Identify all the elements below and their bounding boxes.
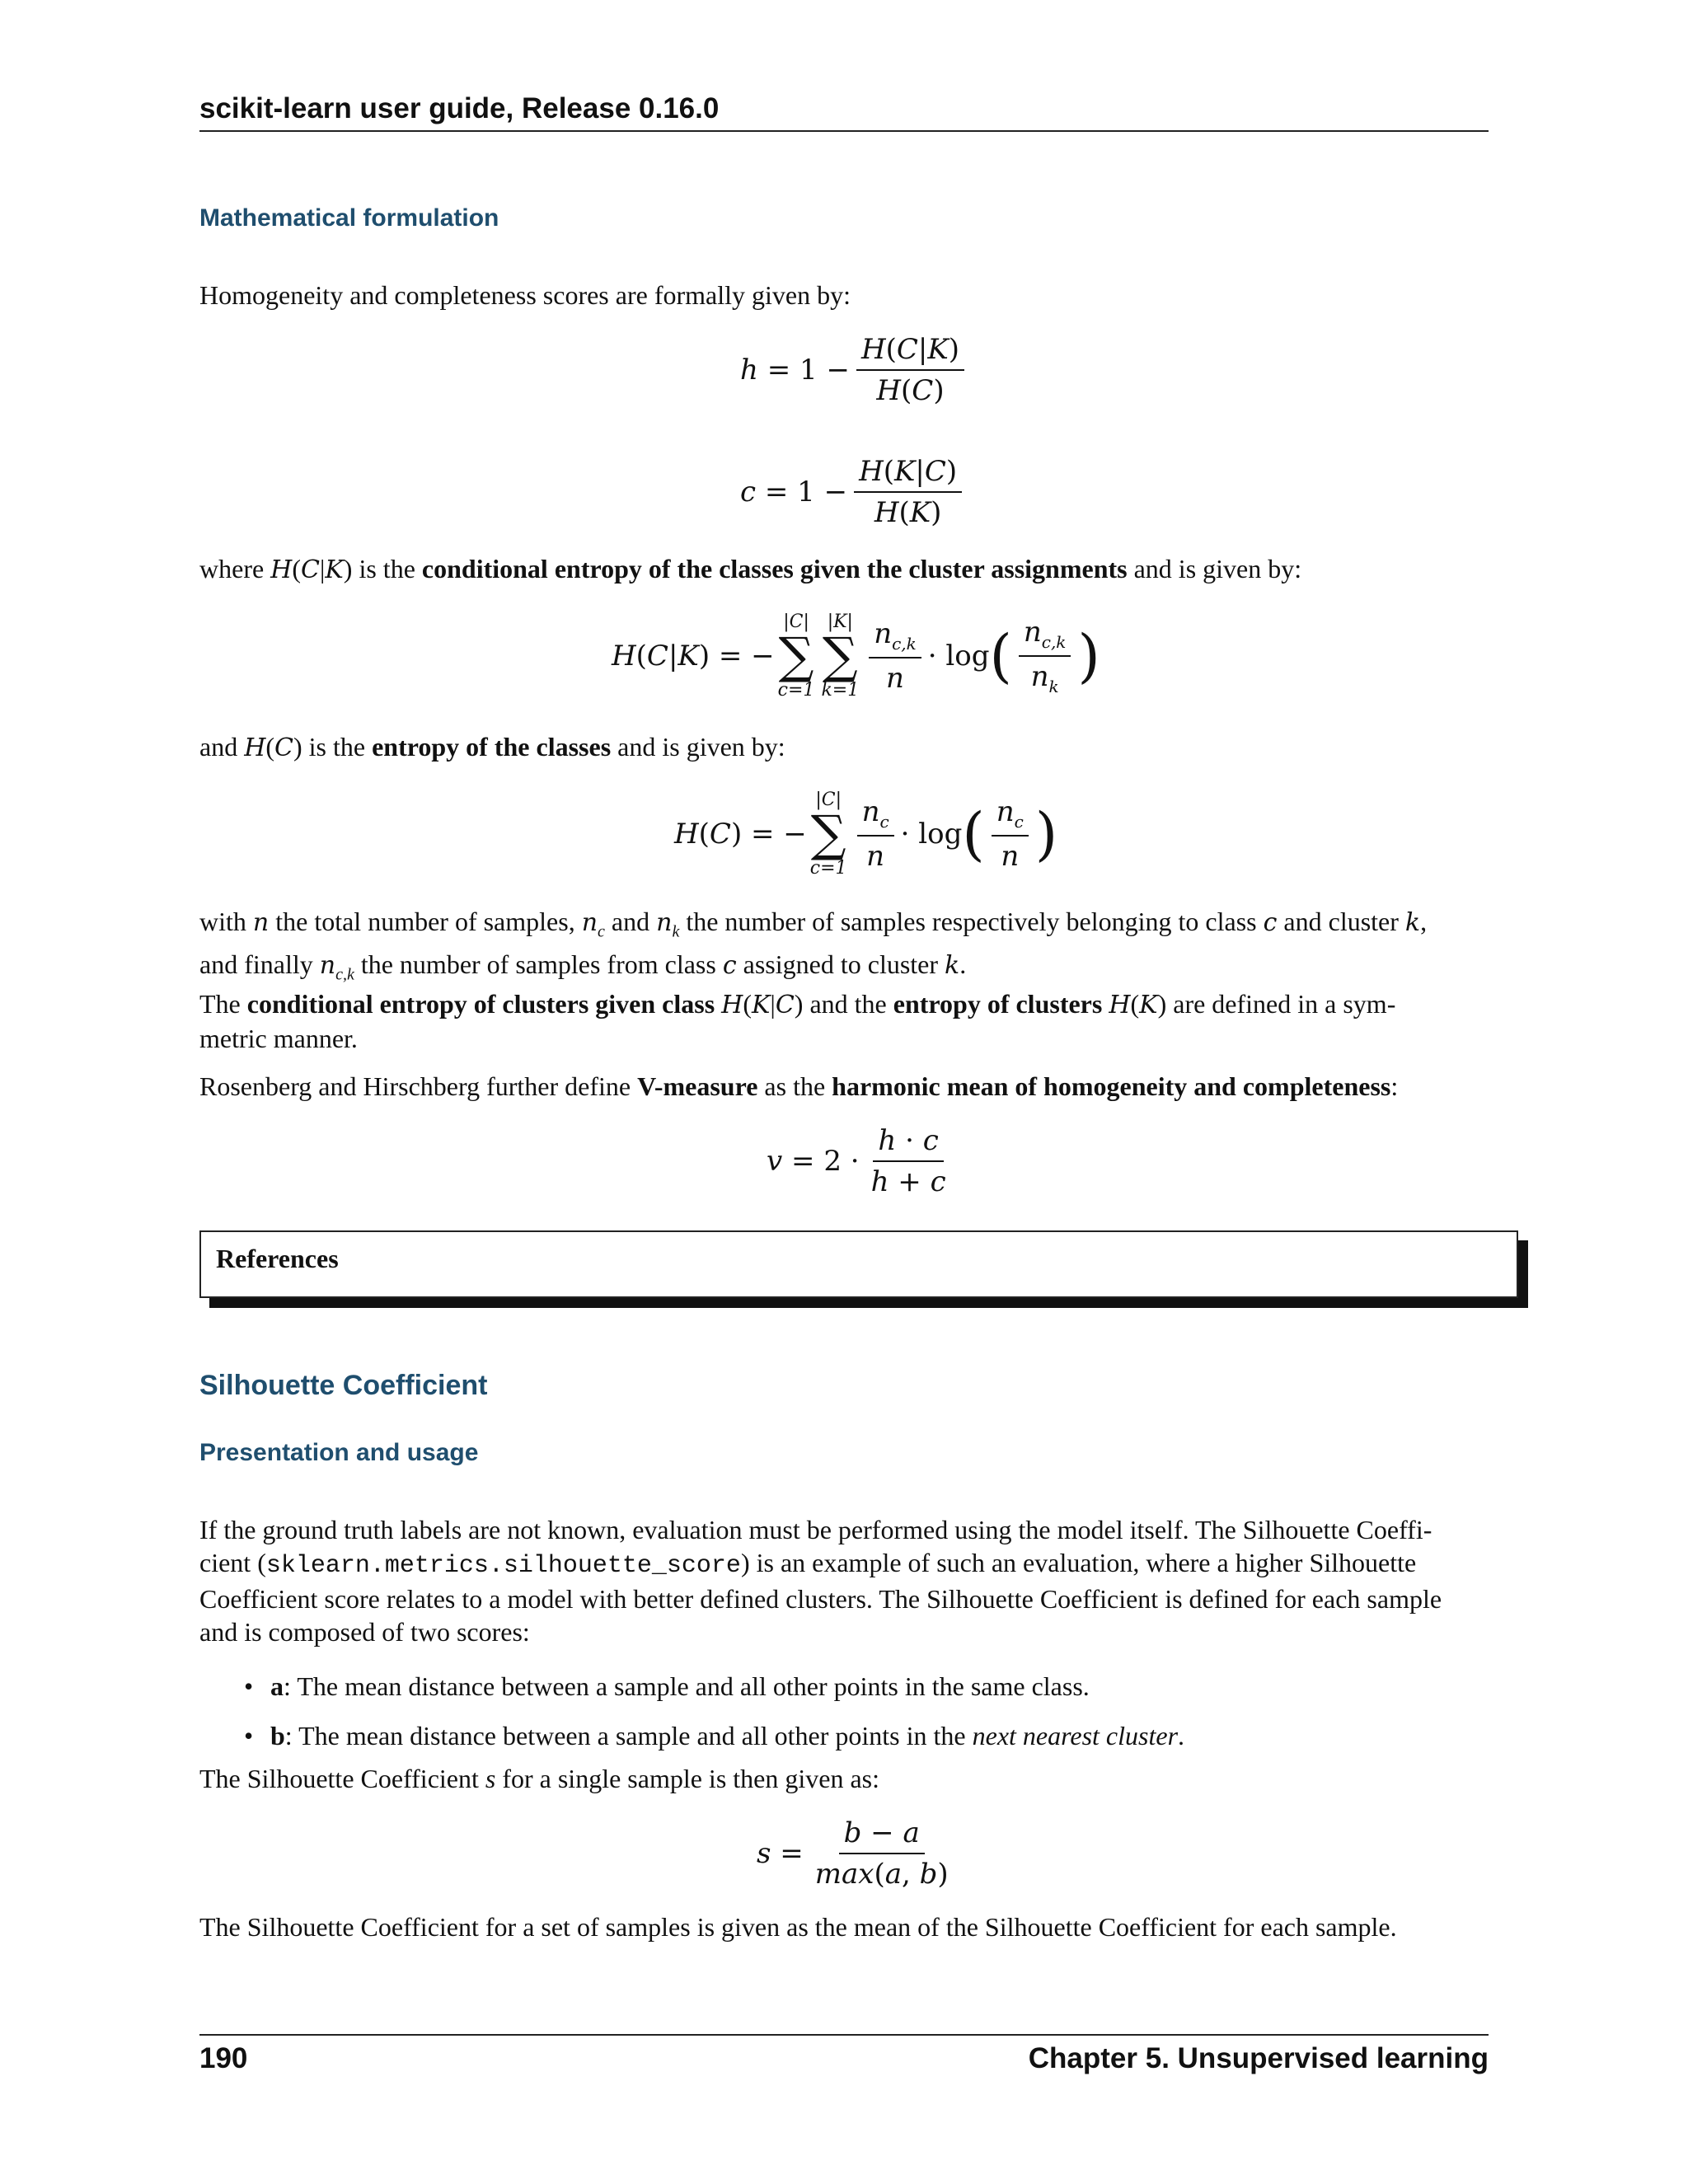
header-rule (199, 130, 1489, 132)
equation-class-entropy: H ( C ) = − |C| ∑ c=1 $\frac{n_c}{n}$ · log ( $\frac{n_c}{n}$ ) (674, 790, 1058, 879)
list-item: • a: The mean distance between a sample and all other points in the same class. (244, 1661, 1480, 1711)
equation-v-measure: v = 2 · $\frac{h \cdot c}{h + c}$ (767, 1124, 946, 1198)
references-title: References (216, 1244, 339, 1273)
s-paragraph: The Silhouette Coefficient s for a single sample is then given as: (199, 1764, 879, 1793)
section-heading-math: Mathematical formulation (199, 204, 499, 232)
cond-paragraph: The conditional entropy of clusters given class H(K|C) and the entropy of clusters H(K) are defined in a sym- metric manner. (199, 989, 1396, 1053)
subsection-heading-presentation: Presentation and usage (199, 1439, 479, 1466)
score-list (244, 1661, 1480, 1760)
section-heading-silhouette: Silhouette Coefficient (199, 1370, 488, 1401)
rosenberg-paragraph: Rosenberg and Hirschberg further define V-measure as the harmonic mean of homogeneity and completeness: (199, 1071, 1399, 1101)
equation-conditional-entropy: H ( C | K ) = − |C| ∑ c=1 |K| ∑ k=1 $\frac{n_{c,k}}{n}$ · log ( $\frac{n_{c,k}}{n_k}$ ) (612, 612, 1100, 701)
silhouette-paragraph: If the ground truth labels are not known, evaluation must be performed using the model itself. The Silhouette Coeffi- cient (sklearn.metrics.silhouette_score) is an example of such an evaluation, where a higher Silhouette Coefficient score relates to a model with better defined clusters. The Silhouette Coefficient is defined for each sample and is composed of two scores: (199, 1515, 1442, 1647)
chapter-title: Chapter 5. Unsupervised learning (1028, 2042, 1489, 2074)
intro-paragraph: Homogeneity and completeness scores are formally given by: (199, 280, 851, 310)
references-box (199, 1230, 1518, 1298)
code-silhouette-score[interactable]: sklearn.metrics.silhouette_score (265, 1552, 741, 1580)
and-paragraph: and H(C) is the entropy of the classes and is given by: (199, 732, 785, 762)
equation-homogeneity: h = 1 − $\frac{H(C|K)}{H(C)}$ (740, 333, 971, 407)
footer-rule (199, 2034, 1489, 2036)
equation-silhouette: s = $\frac{b - a}{\max(a, b)}$ (757, 1816, 949, 1891)
final-paragraph: The Silhouette Coefficient for a set of samples is given as the mean of the Silhouette Coefficient for each sample. (199, 1912, 1397, 1942)
where-paragraph: where H(C|K) is the conditional entropy of the classes given the cluster assignments and is given by: (199, 554, 1302, 584)
with-paragraph: with n the total number of samples, $n_c$ and $n_k$ the number of samples respectively belonging to class c and cluster k, and finally $n_{c,k}$ the number of samples from class c assigned to cluster k. (199, 907, 1428, 984)
page-number: 190 (199, 2042, 248, 2074)
list-item: • b: The mean distance between a sample and all other points in the next nearest cluster. (244, 1711, 1480, 1760)
equation-completeness: c = 1 − $\frac{H(K|C)}{H(K)}$ (740, 455, 968, 529)
running-header: scikit-learn user guide, Release 0.16.0 (199, 92, 720, 124)
